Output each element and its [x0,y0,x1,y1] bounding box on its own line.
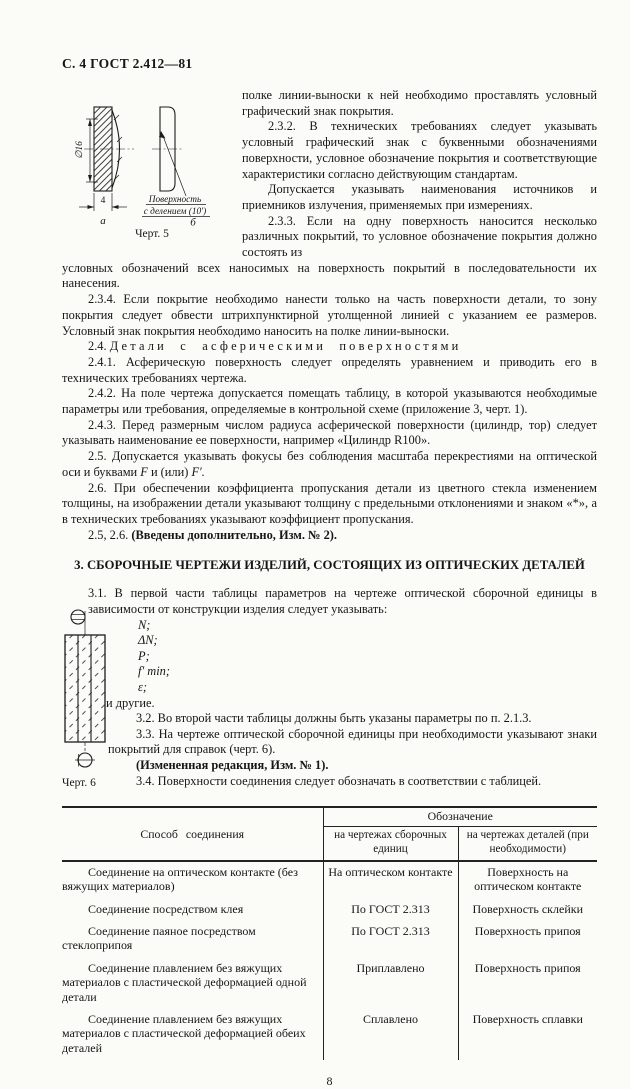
cell-assembly: По ГОСТ 2.313 [323,899,458,921]
section-3-heading: 3. СБОРОЧНЫЕ ЧЕРТЕЖИ ИЗДЕЛИЙ, СОСТОЯЩИХ ИЗ ОПТИЧЕСКИХ ДЕТАЛЕЙ [74,558,585,573]
cell-assembly: По ГОСТ 2.313 [323,921,458,958]
lens-drawing-figure5 [62,94,240,226]
column-text [242,88,597,261]
paragraph-3-1: 3.1. В первой части таблицы параметров на чертеже оптической сборочной единицы в зависимости от конструкции изделия следует указывать: [88,586,597,616]
cell-method: Соединение плавлением без вяжущих материалов с пластической деформацией обеих деталей [62,1012,306,1055]
paragraph-2-3-4: 2.3.4. Если покрытие необходимо нанести только на часть поверхности детали, то зону покрытия следует обвести штрихпунктирной утолщенной линией с указанием ее размеров. Условный знак покрытия необходимо наносить на полке линии-выноски. [62,292,597,338]
cell-method: Соединение на оптическом контакте (без вяжущих материалов) [62,864,298,894]
paragraph-2-3-2a: Допускается указывать наименования источников и приемников излучения, применяемых при измерениях. [242,182,597,212]
table-row [62,921,597,958]
view-b-label: б [190,216,196,226]
heading-2-4: 2.4. Детали с асферическими поверхностями [88,339,462,354]
paragraph-2-4-1: 2.4.1. Асферическую поверхность следует определять уравнением и приводить его в технических требованиях чертежа. [62,354,597,385]
lens-outline-view-b [142,107,210,226]
cell-detail: Поверхность припоя [458,958,597,1009]
paragraph-3-3-note: (Измененная редакция, Изм. № 1). [136,757,329,772]
cell-method: Соединение паяное посредством стеклоприпоя [62,924,256,953]
thickness-dimension [79,193,127,211]
parameter-item: ΔN; [138,633,158,648]
paragraph-2-5: 2.5. Допускается указывать фокусы без соблюдения масштаба перекрестиями на оптической оси и буквами F и (или) F′. [62,449,597,479]
cell-detail: Поверхность сплавки [458,1009,597,1060]
figure-5-caption: Черт. 5 [135,228,169,240]
cell-detail: Поверхность склейки [458,899,597,921]
parameter-item: ε; [138,679,148,694]
paragraph-2-3-3-continuation: условных обозначений всех наносимых на поверхность покрытий в последовательности их нанесения. [62,260,597,291]
section-2-text [62,261,597,544]
cemented-plates-drawing-figure6 [60,608,146,774]
cell-detail: Поверхность на оптическом контакте [458,861,597,899]
top-section [62,88,597,261]
thickness-label: 4 [100,196,106,206]
paragraph-2-3-3: 2.3.3. Если на одну поверхность наносится несколько различных покрытий, то условное обозначение покрытия должно состоять из [242,213,597,260]
diameter-label: ∅16 [75,141,85,159]
section-3-text [88,586,597,789]
figure-6-caption: Черт. 6 [62,777,96,790]
cell-assembly: Сплавлено [323,1009,458,1060]
coating-symbol-top [71,610,85,635]
parameter-item: f′ min; [138,664,170,679]
paragraph-2-6: 2.6. При обеспечении коэффициента пропускания детали из цветного стекла изменением толщины, на изображении детали указывают толщину с предельными отклонениями и знаком «*», а в технических требованиях указывают коэффициент пропускания. [62,480,597,526]
column-header-detail: на чертежах деталей (при необходимости) [458,827,597,861]
cell-assembly: Приплавлено [323,958,458,1009]
paragraph-2-5-2-6-note: 2.5, 2.6. (Введены дополнительно, Изм. № 2). [88,527,337,542]
column-header-method: Способ соединения [62,807,323,860]
paragraph-2-4-2: 2.4.2. На поле чертежа допускается помещать таблицу, в которой указываются необходимые параметры или требования, определяемые в контрольной схеме (приложение 3, черт. 1). [62,386,597,417]
figure-5 [62,88,242,261]
section-3 [62,586,597,798]
surface-leader [159,131,186,196]
group-header-designation: Обозначение [323,807,597,827]
paragraph-3-3: 3.3. На чертеже оптической сборочной единицы при необходимости указывают знаки покрытий для справок (черт. 6). [108,726,597,757]
cell-assembly: На оптическом контакте [323,861,458,899]
cell-method: Соединение посредством клея [88,901,244,916]
paragraph-3-1-end: и другие. [106,695,155,710]
parameter-item: P; [138,648,150,663]
table-row [62,1009,597,1060]
paragraph-continuation: полке линии-выноски к ней необходимо проставлять условный графический знак покрытия. [242,88,597,118]
page-header: С. 4 ГОСТ 2.412—81 [62,56,193,71]
coating-symbol-bottom [75,742,95,767]
parameter-list [108,618,597,696]
table-row [62,958,597,1009]
view-a-label: а [100,215,106,226]
cell-method: Соединение плавлением без вяжущих материалов с пластической деформацией одной детали [62,960,307,1004]
joining-methods-table [62,806,597,1060]
paragraph-2-4-3: 2.4.3. Перед размерным числом радиуса асферической поверхности (цилиндр, тор) следует указывать наименование ее поверхности, например «Цилиндр R100». [62,417,597,448]
figure-6 [60,608,152,792]
table-body [62,861,597,1060]
table-row [62,899,597,921]
lens-section-view-a [75,107,134,226]
cell-detail: Поверхность припоя [458,921,597,958]
surface-callout-line2: с делением (10′) [143,207,207,217]
table-row [62,861,597,899]
parameter-item: N; [138,617,151,632]
column-header-assembly: на чертежах сборочных единиц [323,827,458,861]
surface-callout-line1: Поверхность [148,195,202,205]
paragraph-2-3-2: 2.3.2. В технических требованиях следует указывать условный графический знак с буквенными обозначениями поверхности, условное обозначение покрытия и соответствующие характеристики согласно действующим стандартам. [242,119,597,181]
paragraph-3-4: 3.4. Поверхности соединения следует обозначать в соответствии с таблицей. [136,773,542,788]
paragraph-3-2: 3.2. Во второй части таблицы должны быть указаны параметры по п. 2.1.3. [136,711,532,726]
glued-plates-assembly [65,635,105,742]
page-number: 8 [326,1074,333,1089]
